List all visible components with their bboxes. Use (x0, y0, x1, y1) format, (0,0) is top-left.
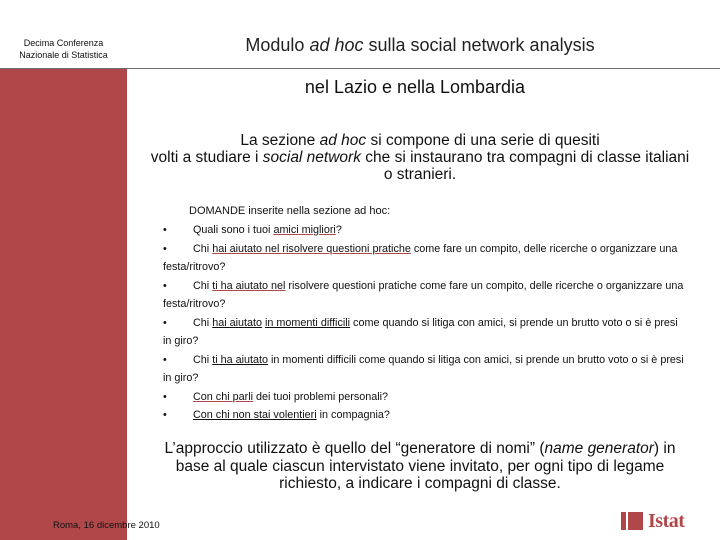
conclusion-paragraph: L’approccio utilizzato è quello del “generatore di nomi” (name generator) in base al quale ciascun intervistato viene invitato, per ogni tipo di legame richiesto, a indicare i compagni di classe. (164, 440, 676, 492)
conference-line1: Decima Conferenza (23, 38, 104, 48)
list-item: • Chi ti ha aiutato nel risolvere questioni pratiche come fare un compito, delle ricerche o organizzare una festa/ritrovo? (163, 279, 684, 310)
sidebar-band (0, 0, 127, 540)
questions-heading: DOMANDE inserite nella sezione ad hoc: (189, 205, 391, 217)
conference-box (0, 0, 127, 68)
list-item: • Con chi non stai volentieri in compagnia? (163, 409, 390, 421)
conference-title (0, 37, 127, 61)
istat-logo-text: Istat (648, 510, 685, 532)
slide-subtitle: nel Lazio e nella Lombardia (304, 77, 526, 97)
slide-title: Modulo ad hoc sulla social network analysis (245, 35, 595, 55)
questions-list (163, 221, 688, 425)
footer-date: Roma, 16 dicembre 2010 (53, 520, 160, 531)
list-item: • Quali sono i tuoi amici migliori? (163, 224, 342, 236)
conference-line2: Nazionale di Statistica (19, 50, 108, 60)
istat-logo-icon (621, 512, 643, 530)
list-item: • Chi ti ha aiutato in momenti difficili come quando si litiga con amici, si prende un brutto voto o si è presi in giro? (163, 353, 684, 384)
list-item: • Chi hai aiutato in momenti difficili come quando si litiga con amici, si prende un brutto voto o si è presi in giro? (163, 316, 678, 347)
header-divider (0, 68, 720, 69)
title-italic: ad hoc (309, 35, 364, 55)
intro-paragraph: La sezione ad hoc si compone di una serie di quesiti volti a studiare i social network che si instaurano tra compagni di classe italiani o stranieri. (150, 132, 690, 183)
list-item: • Con chi parli dei tuoi problemi personali? (163, 390, 389, 403)
list-item: • Chi hai aiutato nel risolvere questioni pratiche come fare un compito, delle ricerche o organizzare una festa/ritrovo? (163, 242, 678, 273)
